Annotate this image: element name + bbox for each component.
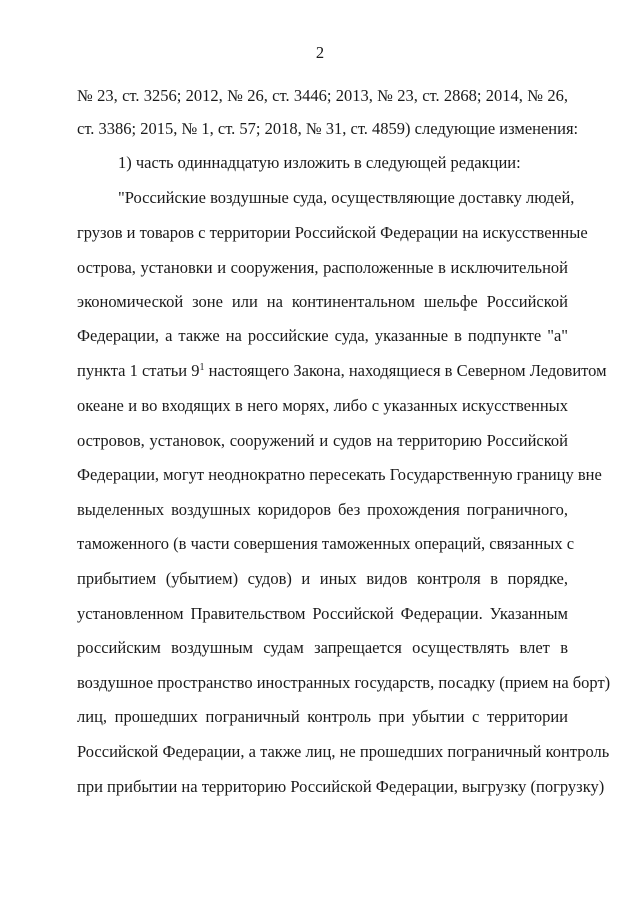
text-line: Российской Федерации, а также лиц, не прошедших пограничный контроль bbox=[77, 742, 610, 761]
superscript: 1 bbox=[199, 362, 205, 373]
text-line: воздушное пространство иностранных государств, посадку (прием на борт) bbox=[77, 673, 611, 692]
text-segment: пункта 1 статьи 9 bbox=[77, 361, 200, 380]
text-line: океане и во входящих в него морях, либо с указанных искусственных bbox=[77, 396, 568, 415]
text-line: российским воздушным судам запрещается осуществлять влет в bbox=[77, 638, 568, 657]
text-line: острова, установки и сооружения, расположенные в исключительной bbox=[77, 258, 568, 277]
text-line: установленном Правительством Российской Федерации. Указанным bbox=[77, 604, 568, 623]
text-line: № 23, ст. 3256; 2012, № 26, ст. 3446; 2013, № 23, ст. 2868; 2014, № 26, bbox=[77, 86, 568, 105]
text-line bbox=[77, 360, 607, 381]
text-line: прибытием (убытием) судов) и иных видов контроля в порядке, bbox=[77, 569, 568, 588]
text-line: грузов и товаров с территории Российской Федерации на искусственные bbox=[77, 223, 588, 242]
text-line: лиц, прошедших пограничный контроль при убытии с территории bbox=[77, 707, 568, 726]
text-line: "Российские воздушные суда, осуществляющие доставку людей, bbox=[118, 188, 575, 207]
text-segment: настоящего Закона, находящиеся в Северном Ледовитом bbox=[204, 361, 607, 380]
text-line: Федерации, могут неоднократно пересекать Государственную границу вне bbox=[77, 465, 602, 484]
text-line: 1) часть одиннадцатую изложить в следующей редакции: bbox=[118, 153, 521, 172]
text-line: ст. 3386; 2015, № 1, ст. 57; 2018, № 31, ст. 4859) следующие изменения: bbox=[77, 119, 579, 138]
text-line: экономической зоне или на континентальном шельфе Российской bbox=[77, 292, 568, 311]
text-line: при прибытии на территорию Российской Федерации, выгрузку (погрузку) bbox=[77, 777, 605, 796]
page-number: 2 bbox=[315, 43, 325, 62]
text-line: островов, установок, сооружений и судов на территорию Российской bbox=[77, 431, 568, 450]
text-line: Федерации, а также на российские суда, указанные в подпункте "а" bbox=[77, 326, 568, 345]
text-line: таможенного (в части совершения таможенных операций, связанных с bbox=[77, 534, 575, 553]
text-line: выделенных воздушных коридоров без прохождения пограничного, bbox=[77, 500, 568, 519]
